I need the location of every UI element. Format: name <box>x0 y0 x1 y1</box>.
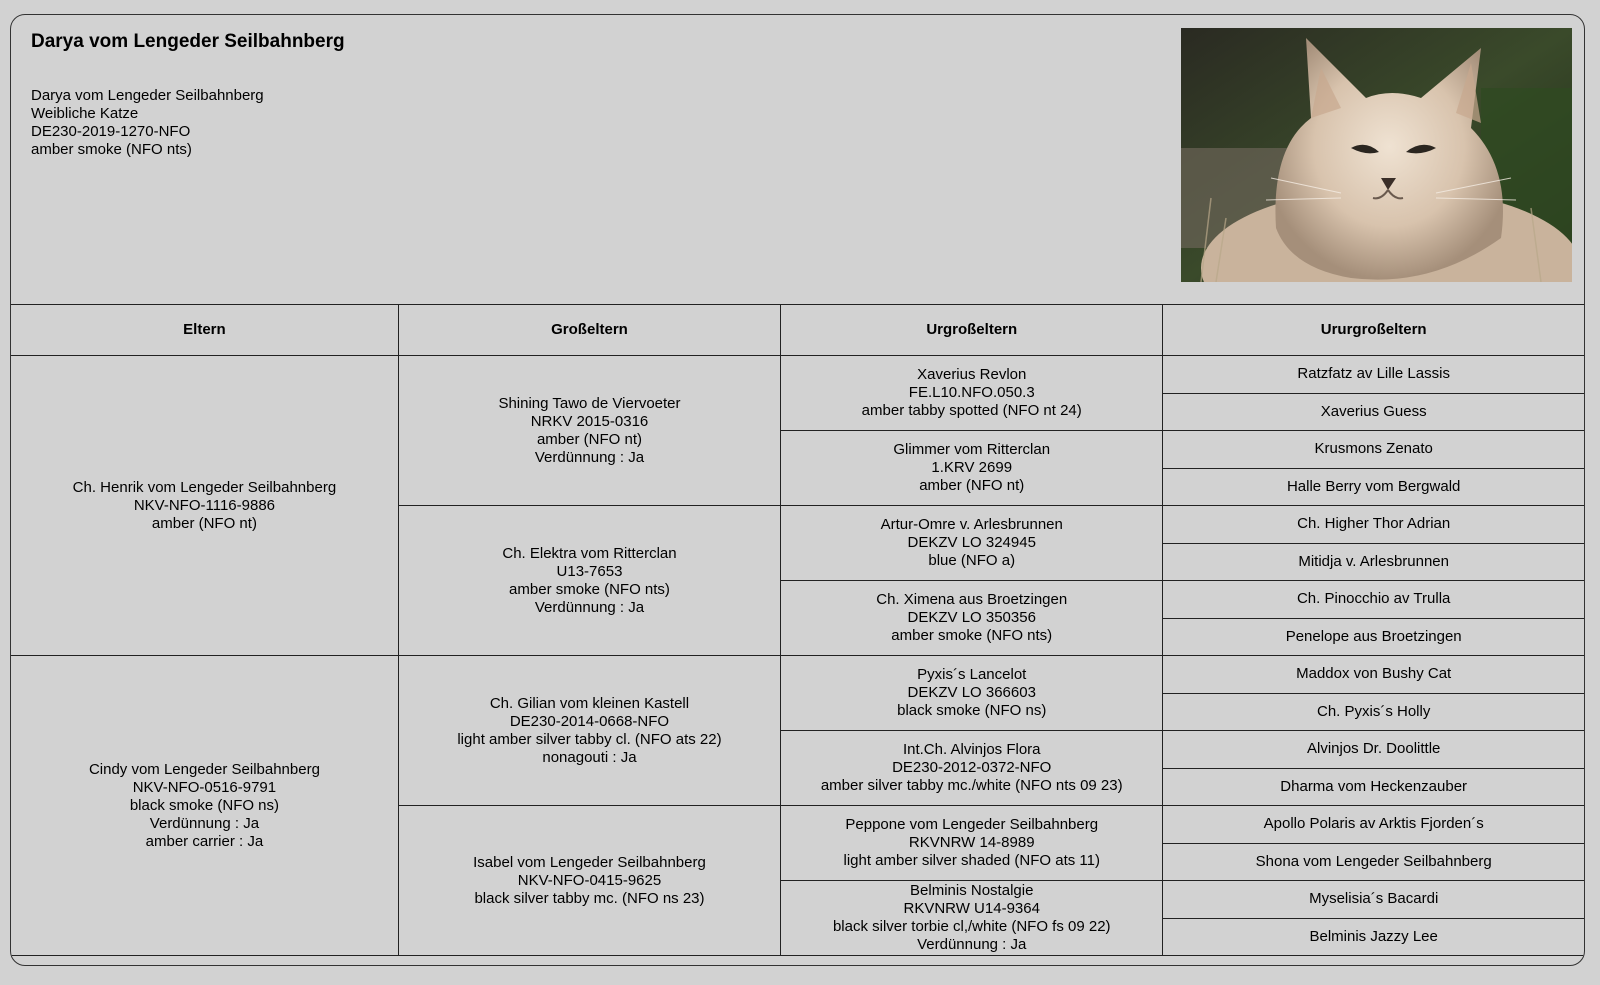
pedigree-line: Ch. Gilian vom kleinen Kastell <box>489 694 690 712</box>
pedigree-line: Dharma vom Heckenzauber <box>1280 777 1468 795</box>
pedigree-line: light amber silver shaded (NFO ats 11) <box>843 852 1100 869</box>
cat-registration: DE230-2019-1270-NFO <box>31 123 191 140</box>
pedigree-line: Penelope aus Broetzingen <box>1285 627 1462 645</box>
pedigree-line: DEKZV LO 366603 <box>907 684 1036 701</box>
pedigree-line: amber (NFO nt) <box>536 430 642 448</box>
cat-sex: Weibliche Katze <box>31 105 139 122</box>
great-grandparent-cell <box>781 731 1163 806</box>
pedigree-card <box>10 14 1585 966</box>
pedigree-line: amber (NFO nt) <box>919 477 1025 494</box>
pedigree-line: Ch. Pinocchio av Trulla <box>1296 590 1451 608</box>
pedigree-line: Peppone vom Lengeder Seilbahnberg <box>845 816 1099 833</box>
pedigree-line: Verdünnung : Ja <box>534 448 645 466</box>
great-grandparent-cell <box>781 881 1163 956</box>
pedigree-line: NKV-NFO-1116-9886 <box>133 496 276 514</box>
grandparent-cell <box>398 806 780 956</box>
great-great-grandparent-cell <box>1163 731 1584 769</box>
great-great-grandparent-cell <box>1163 618 1584 656</box>
pedigree-line: Int.Ch. Alvinjos Flora <box>902 741 1041 758</box>
pedigree-line: amber (NFO nt) <box>151 514 257 532</box>
great-great-grandparent-cell <box>1163 468 1584 506</box>
cat-color: amber smoke (NFO nts) <box>31 141 192 158</box>
table-row <box>11 356 1584 394</box>
great-grandparent-cell <box>781 656 1163 731</box>
pedigree-line: Ch. Ximena aus Broetzingen <box>876 591 1068 608</box>
great-great-grandparent-cell <box>1163 656 1584 694</box>
great-great-grandparent-cell <box>1163 768 1584 806</box>
header-great-great-grandparents: Ururgroßeltern <box>1163 305 1584 356</box>
header-parents: Eltern <box>11 305 398 356</box>
pedigree-line: DE230-2014-0668-NFO <box>509 712 670 730</box>
pedigree-line: Halle Berry vom Bergwald <box>1286 477 1461 495</box>
pedigree-line: Isabel vom Lengeder Seilbahnberg <box>473 853 706 871</box>
pedigree-line: amber smoke (NFO nts) <box>509 580 670 598</box>
great-grandparent-cell <box>781 431 1163 506</box>
pedigree-line: Ratzfatz av Lille Lassis <box>1297 365 1450 383</box>
cat-info <box>31 87 264 159</box>
pedigree-line: Ch. Elektra vom Ritterclan <box>502 544 677 562</box>
pedigree-line: NRKV 2015-0316 <box>530 412 649 430</box>
pedigree-line: light amber silver tabby cl. (NFO ats 22) <box>457 730 722 748</box>
pedigree-line: 1.KRV 2699 <box>931 459 1013 476</box>
pedigree-line: DEKZV LO 324945 <box>907 534 1036 551</box>
pedigree-line: U13-7653 <box>556 562 623 580</box>
pedigree-line: Xaverius Revlon <box>917 366 1027 383</box>
pedigree-line: Verdünnung : Ja <box>149 814 260 832</box>
pedigree-line: Myselisia´s Bacardi <box>1309 890 1439 908</box>
pedigree-line: black silver tabby mc. (NFO ns 23) <box>474 889 705 907</box>
great-great-grandparent-cell <box>1163 431 1584 469</box>
pedigree-line: blue (NFO a) <box>928 552 1016 569</box>
pedigree-line: Shona vom Lengeder Seilbahnberg <box>1255 852 1492 870</box>
pedigree-line: Alvinjos Dr. Doolittle <box>1306 740 1441 758</box>
pedigree-line: Mitidja v. Arlesbrunnen <box>1298 552 1449 570</box>
pedigree-line: NKV-NFO-0415-9625 <box>517 871 662 889</box>
great-great-grandparent-cell <box>1163 356 1584 394</box>
pedigree-line: black smoke (NFO ns) <box>897 702 1047 719</box>
pedigree-line: Verdünnung : Ja <box>917 936 1027 953</box>
pedigree-line: amber smoke (NFO nts) <box>891 627 1053 644</box>
cat-photo-image <box>1181 28 1572 282</box>
parent-cell <box>11 356 398 656</box>
pedigree-line: amber tabby spotted (NFO nt 24) <box>861 402 1082 419</box>
grandparent-cell <box>398 506 780 656</box>
pedigree-line: Ch. Henrik vom Lengeder Seilbahnberg <box>72 478 337 496</box>
great-great-grandparent-cell <box>1163 843 1584 881</box>
grandparent-cell <box>398 356 780 506</box>
great-great-grandparent-cell <box>1163 393 1584 431</box>
pedigree-line: nonagouti : Ja <box>542 748 637 766</box>
pedigree-line: Xaverius Guess <box>1320 402 1427 420</box>
pedigree-line: FE.L10.NFO.050.3 <box>908 384 1035 401</box>
great-great-grandparent-cell <box>1163 806 1584 844</box>
great-great-grandparent-cell <box>1163 918 1584 956</box>
pedigree-line: Belminis Nostalgie <box>910 882 1034 899</box>
pedigree-line: amber silver tabby mc./white (NFO nts 09 23) <box>820 777 1123 794</box>
great-great-grandparent-cell <box>1163 881 1584 919</box>
pedigree-line: Pyxis´s Lancelot <box>917 666 1027 683</box>
pedigree-line: amber carrier : Ja <box>145 832 264 850</box>
pedigree-line: Ch. Higher Thor Adrian <box>1297 515 1451 533</box>
pedigree-line: black silver torbie cl,/white (NFO fs 09 22) <box>832 918 1111 935</box>
great-grandparent-cell <box>781 356 1163 431</box>
pedigree-line: Apollo Polaris av Arktis Fjorden´s <box>1263 815 1484 833</box>
parent-cell <box>11 656 398 956</box>
pedigree-line: Verdünnung : Ja <box>534 598 645 616</box>
page-title: Darya vom Lengeder Seilbahnberg <box>31 31 345 52</box>
table-row <box>11 656 1584 694</box>
pedigree-table <box>11 304 1584 956</box>
cat-photo <box>1181 28 1572 282</box>
pedigree-line: Glimmer vom Ritterclan <box>893 441 1051 458</box>
cat-name: Darya vom Lengeder Seilbahnberg <box>31 87 264 104</box>
pedigree-line: RKVNRW U14-9364 <box>903 900 1040 917</box>
pedigree-line: Belminis Jazzy Lee <box>1309 927 1438 945</box>
great-grandparent-cell <box>781 806 1163 881</box>
pedigree-line: NKV-NFO-0516-9791 <box>132 778 277 796</box>
great-great-grandparent-cell <box>1163 543 1584 581</box>
pedigree-line: DEKZV LO 350356 <box>907 609 1036 626</box>
header-grandparents: Großeltern <box>398 305 780 356</box>
pedigree-line: DE230-2012-0372-NFO <box>892 759 1052 776</box>
header-great-grandparents: Urgroßeltern <box>781 305 1163 356</box>
pedigree-line: RKVNRW 14-8989 <box>908 834 1035 851</box>
great-great-grandparent-cell <box>1163 581 1584 619</box>
pedigree-line: black smoke (NFO ns) <box>129 796 280 814</box>
pedigree-line: Shining Tawo de Viervoeter <box>498 394 681 412</box>
great-great-grandparent-cell <box>1163 693 1584 731</box>
pedigree-line: Maddox von Bushy Cat <box>1296 665 1452 683</box>
cat-header <box>11 15 1584 304</box>
pedigree-line: Artur-Omre v. Arlesbrunnen <box>880 516 1063 533</box>
grandparent-cell <box>398 656 780 806</box>
pedigree-line: Cindy vom Lengeder Seilbahnberg <box>88 760 320 778</box>
pedigree-line: Ch. Pyxis´s Holly <box>1317 702 1431 720</box>
great-great-grandparent-cell <box>1163 506 1584 544</box>
pedigree-line: Krusmons Zenato <box>1314 440 1433 458</box>
great-grandparent-cell <box>781 581 1163 656</box>
great-grandparent-cell <box>781 506 1163 581</box>
pedigree-body <box>11 356 1584 956</box>
